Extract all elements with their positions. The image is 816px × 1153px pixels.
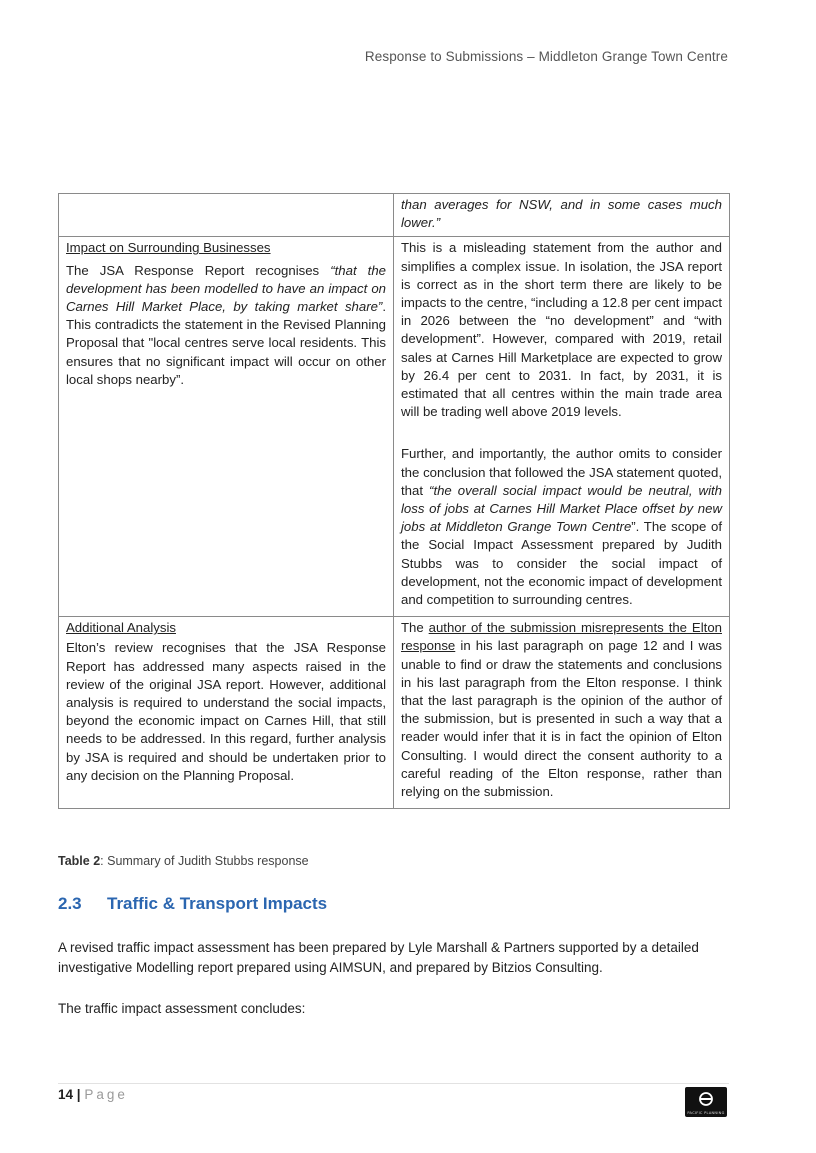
- table-cell-response: [394, 237, 730, 617]
- table-cell-issue: [59, 194, 394, 237]
- table-row: [59, 194, 730, 237]
- running-header: Response to Submissions – Middleton Grange Town Centre: [364, 49, 728, 64]
- response-paragraph: The author of the submission misrepresents the Elton response in his last paragraph on page 12 and I was unable to find or draw the statements and conclusions in his last paragraph from the Elton response. I think that the last paragraph is the opinion of the author of the submission, but is presented in such a way that a reader would infer that it is in fact the opinion of Elton Consulting. I would direct the consent authority to a careful reading of the Elton response, rather than relying on the submission.: [401, 620, 722, 800]
- table-row: [59, 237, 730, 617]
- section-heading: [58, 894, 327, 914]
- response-paragraph: This is a misleading statement from the author and simplifies a complex issue. In isolation, the JSA report is correct as in the short term there are likely to be impacts to the centre, “including a 12.8 per cent impact in 2026 between the “no development” and “with development”. However, compared with 2019, retail sales at Carnes Hill Marketplace are expected to grow by 26.4 per cent to 2031. In fact, by 2031, it is estimated that all centres within the main trade area will be trading well above 2019 levels.: [401, 240, 722, 420]
- issue-text: The JSA Response Report recognises “that the development has been modelled to have an impact on Carnes Hill Market Place, by taking market share”. This contradicts the statement in the Revised Planning Proposal that "local centres serve local residents. This ensures that no significant impact will occur on other local shops nearby”.: [66, 262, 386, 387]
- page-number: 14: [58, 1087, 74, 1102]
- section-number: 2.3: [58, 894, 82, 913]
- page-label: Page: [84, 1087, 128, 1102]
- section-title: Traffic & Transport Impacts: [107, 894, 328, 913]
- issue-text: Elton’s review recognises that the JSA Response Report has addressed many aspects raised in the review of the original JSA report. However, additional analysis is required to understand the social impacts, beyond the economic impact on Carnes Hill, that still needs to be addressed. In this regard, further analysis by JSA is required and should be undertaken prior to any decision on the Planning Proposal.: [66, 640, 386, 783]
- issue-heading: Additional Analysis: [66, 620, 176, 636]
- logo-text: PACIFIC PLANNING: [687, 1111, 725, 1115]
- footer-divider: [58, 1083, 729, 1084]
- company-logo: [685, 1087, 727, 1117]
- page-separator: |: [76, 1087, 81, 1102]
- table-caption: Table 2: Summary of Judith Stubbs response: [58, 854, 309, 868]
- body-paragraph: A revised traffic impact assessment has been prepared by Lyle Marshall & Partners supported by a detailed investigative Modelling report prepared using AIMSUN, and prepared by Bitzios Consulting.: [58, 940, 699, 975]
- issue-heading: Impact on Surrounding Businesses: [66, 240, 271, 256]
- table-cell-response: [394, 617, 730, 809]
- table-cell-response: [394, 194, 730, 237]
- page-footer: [58, 1087, 128, 1102]
- table-row: [59, 617, 730, 809]
- body-paragraph: The traffic impact assessment concludes:: [58, 1001, 306, 1016]
- response-text-continued: than averages for NSW, and in some cases much lower.”: [401, 197, 722, 231]
- response-table: [58, 193, 730, 809]
- table-cell-issue: [59, 237, 394, 617]
- table-cell-issue: [59, 617, 394, 809]
- response-paragraph: Further, and importantly, the author omits to consider the conclusion that followed the JSA statement quoted, that “the overall social impact would be neutral, with loss of jobs at Carnes Hill Market Place offset by new jobs at Middleton Grange Town Centre”. The scope of the Social Impact Assessment prepared by Judith Stubbs was to consider the social impact of development, not the economic impact of development and competition to surrounding centres.: [401, 446, 722, 608]
